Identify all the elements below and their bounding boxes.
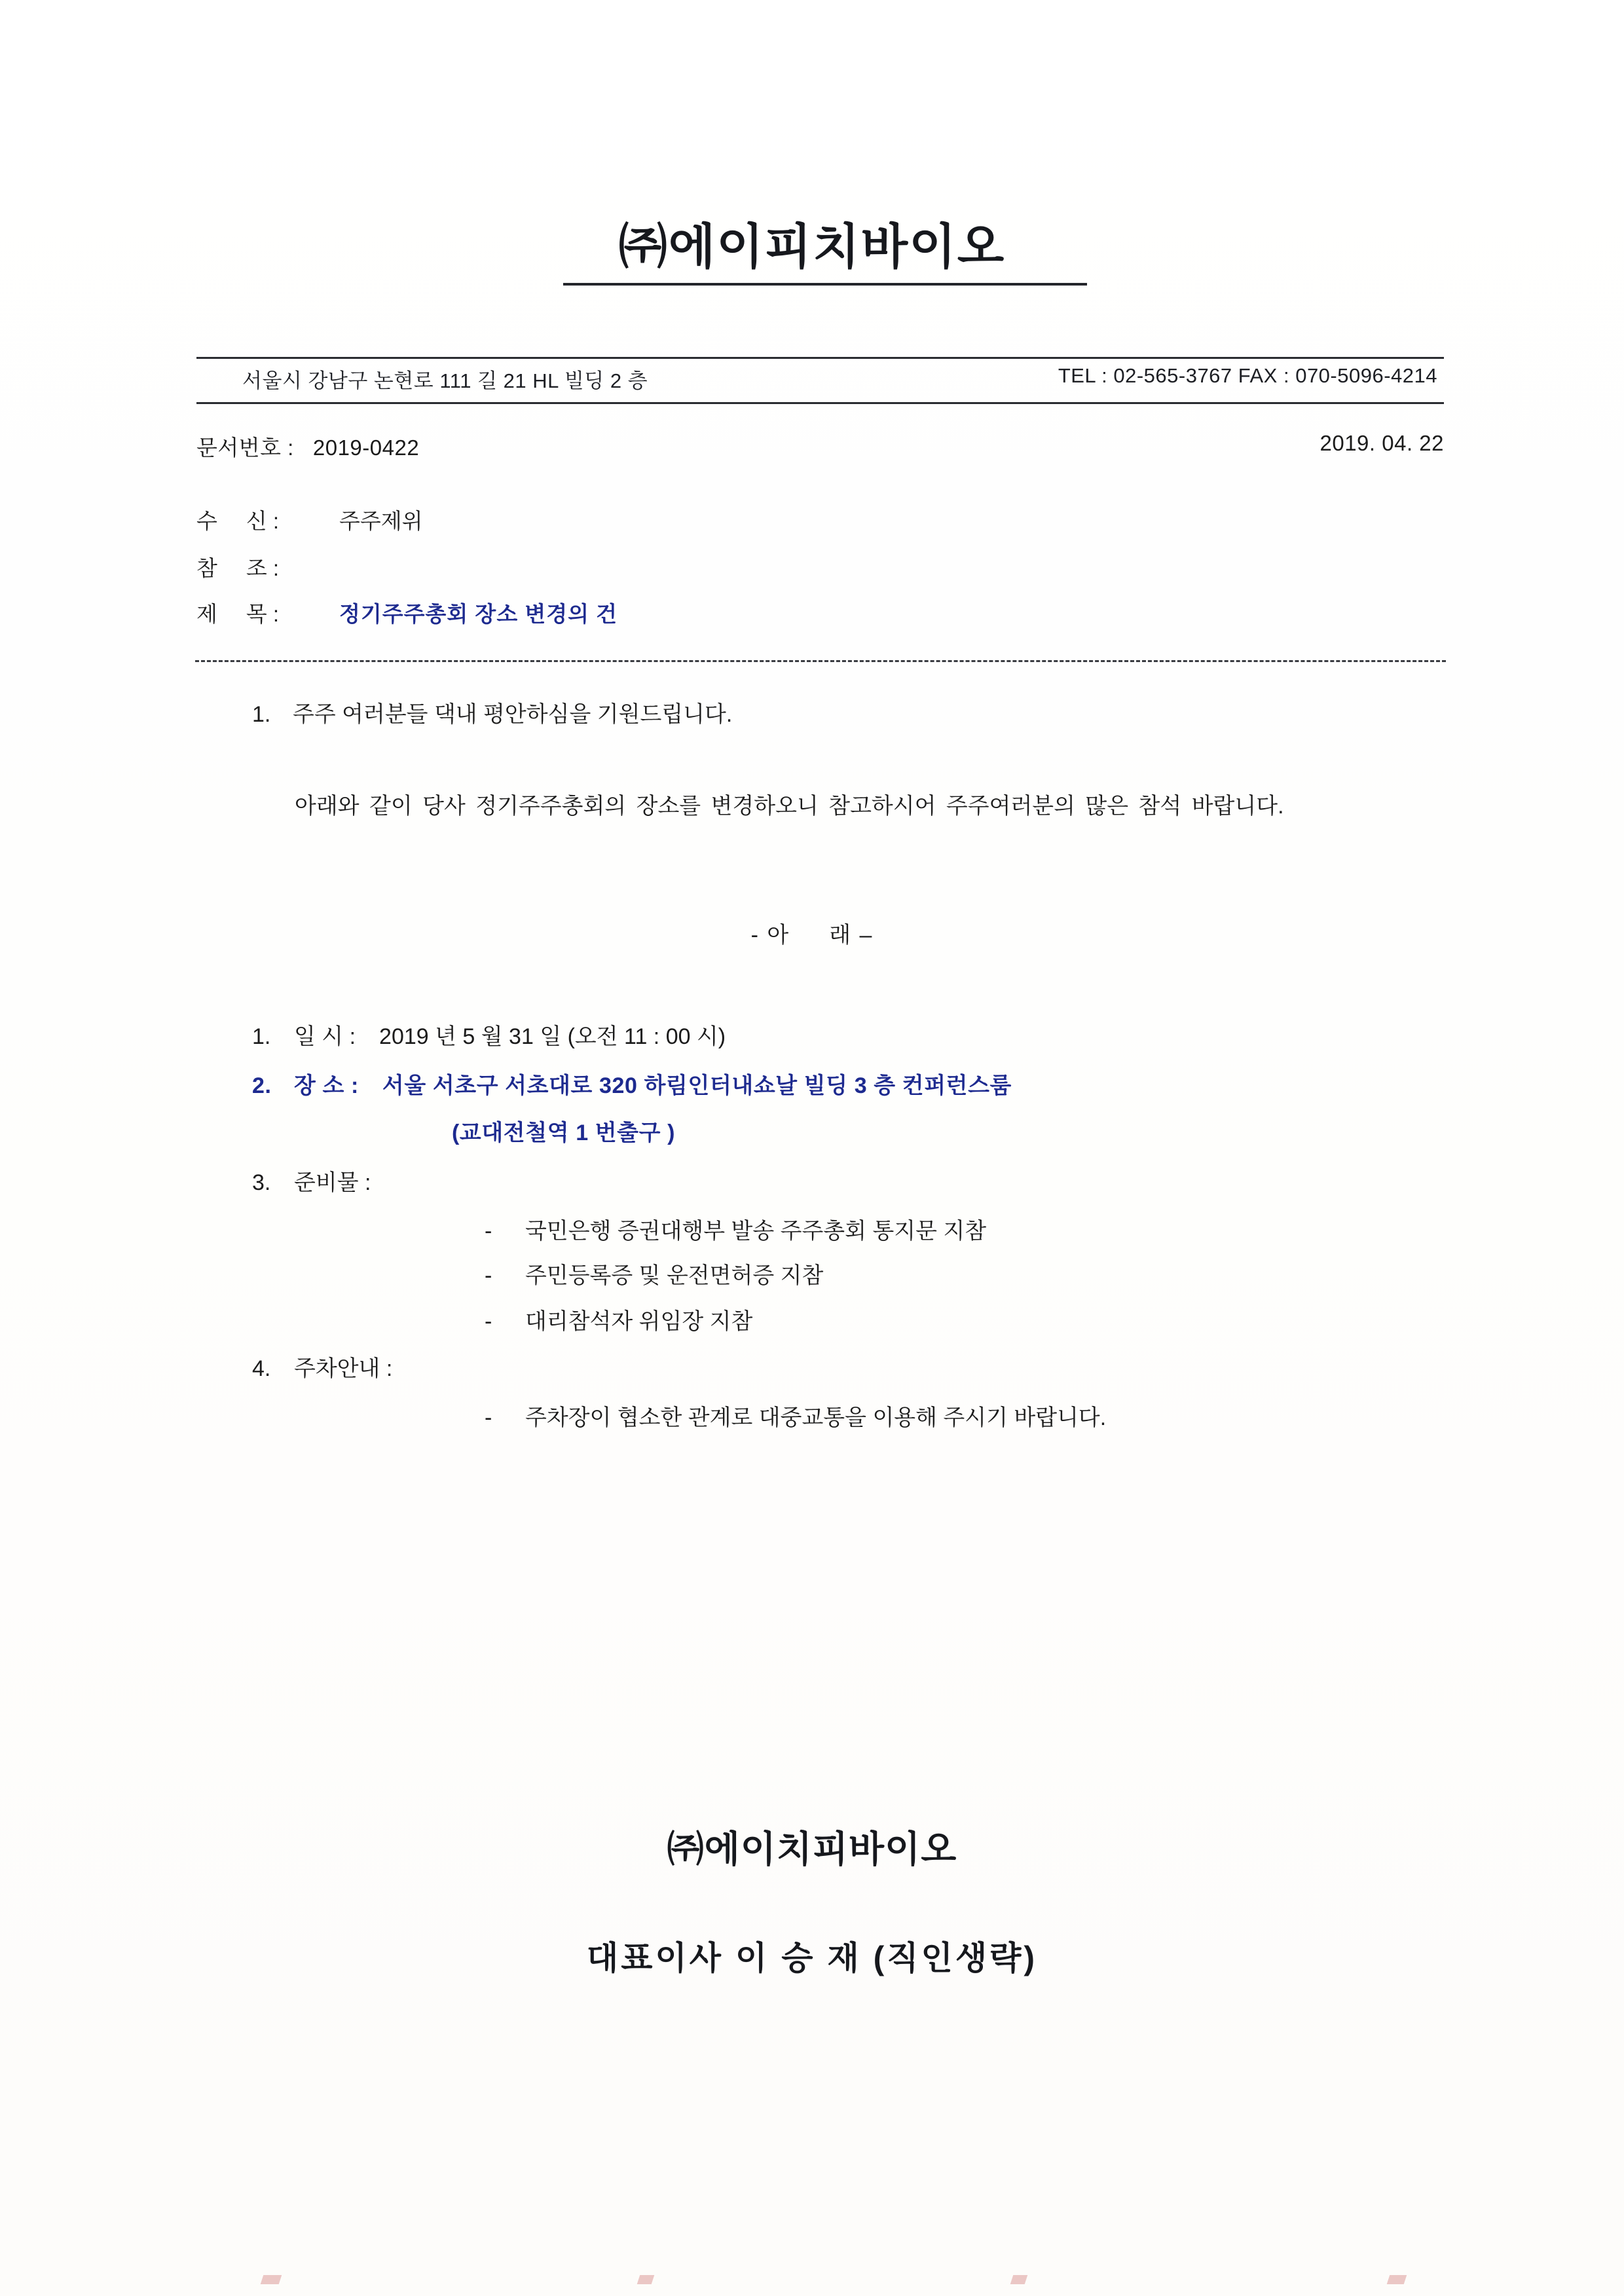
cc-label: 참 조 : <box>196 556 280 580</box>
list-item-4-label: 주차안내 : <box>294 1356 393 1381</box>
arae-left: - 아 <box>750 923 790 948</box>
signature-company: ㈜에이치피바이오 <box>667 1828 957 1870</box>
document-number-label: 문서번호 : <box>196 435 294 460</box>
title-underline <box>563 283 1087 286</box>
scan-artifact <box>637 2275 655 2284</box>
arae-heading <box>0 917 1624 949</box>
list-item-2-marker: 2. <box>252 1073 272 1098</box>
dash-bullet-icon: - <box>485 1263 492 1288</box>
body-item-1 <box>252 696 732 728</box>
company-contact: TEL : 02-565-3767 FAX : 070-5096-4214 <box>1058 364 1437 387</box>
list-item-3-marker: 3. <box>252 1170 271 1195</box>
scan-artifact <box>1387 2275 1407 2284</box>
body-paragraph: 아래와 같이 당사 정기주주총회의 장소를 변경하오니 참고하시어 주주여러분의 많은 참석 바랍니다. <box>295 794 1284 819</box>
subject-row <box>196 597 618 628</box>
list-item-4 <box>252 1350 392 1382</box>
document-number-value: 2019-0422 <box>312 435 420 460</box>
list-item-3-sub-2 <box>485 1257 823 1289</box>
list-item-3-sub-3 <box>485 1303 752 1335</box>
signature-ceo: 대표이사 이 승 재 (직인생략) <box>586 1940 1038 1976</box>
dash-bullet-icon: - <box>485 1405 492 1430</box>
subject-value: 정기주주총회 장소 변경의 건 <box>339 602 618 626</box>
arae-right: 래 – <box>829 923 874 948</box>
scan-artifact <box>261 2275 282 2284</box>
list-item-3-sub-3-text: 대리참석자 위임장 지참 <box>525 1309 753 1334</box>
header-address-line <box>196 364 1444 403</box>
dash-bullet-icon: - <box>485 1309 492 1334</box>
list-item-2-line2: (교대전철역 1 번출구 ) <box>452 1120 676 1145</box>
list-item-3 <box>252 1164 371 1196</box>
list-item-1 <box>252 1018 726 1050</box>
body-item-1-text: 주주 여러분들 댁내 평안하심을 기원드립니다. <box>293 702 733 727</box>
list-item-2-label: 장 소 : <box>294 1073 359 1098</box>
scan-artifact <box>1010 2275 1028 2284</box>
header-rule-top <box>196 357 1444 359</box>
cc-row <box>196 551 339 582</box>
header-rule-bottom <box>196 402 1444 404</box>
recipient-row <box>196 504 423 535</box>
body-item-1-number: 1. <box>252 702 271 727</box>
list-item-4-sub-1-text: 주차장이 협소한 관계로 대중교통을 이용해 주시기 바랍니다. <box>525 1405 1107 1430</box>
list-item-1-value: 2019 년 5 월 31 일 (오전 11 : 00 시) <box>379 1024 726 1049</box>
dash-bullet-icon: - <box>485 1219 492 1244</box>
list-item-3-sub-1 <box>485 1213 986 1245</box>
list-item-2 <box>252 1067 1012 1100</box>
recipient-label: 수 신 : <box>196 509 280 533</box>
list-item-4-marker: 4. <box>252 1356 271 1381</box>
company-address: 서울시 강남구 논현로 111 길 21 HL 빌딩 2 층 <box>242 369 648 392</box>
list-item-1-marker: 1. <box>252 1024 271 1049</box>
list-item-3-label: 준비물 : <box>294 1170 371 1195</box>
recipient-value: 주주제위 <box>339 509 423 533</box>
subject-label: 제 목 : <box>196 602 280 626</box>
company-title: ㈜에이피치바이오 <box>618 219 1006 274</box>
list-item-4-sub-1 <box>485 1399 1106 1432</box>
divider-dashed <box>195 660 1446 662</box>
list-item-2-value: 서울 서초구 서초대로 320 하림인터내쇼날 빌딩 3 층 컨퍼런스룸 <box>382 1073 1012 1098</box>
list-item-3-sub-1-text: 국민은행 증권대행부 발송 주주총회 통지문 지참 <box>525 1219 987 1244</box>
list-item-1-label: 일 시 : <box>294 1024 356 1049</box>
list-item-3-sub-2-text: 주민등록증 및 운전면허증 지참 <box>525 1263 824 1288</box>
document-number <box>196 431 419 462</box>
document-date: 2019. 04. 22 <box>1320 431 1444 455</box>
